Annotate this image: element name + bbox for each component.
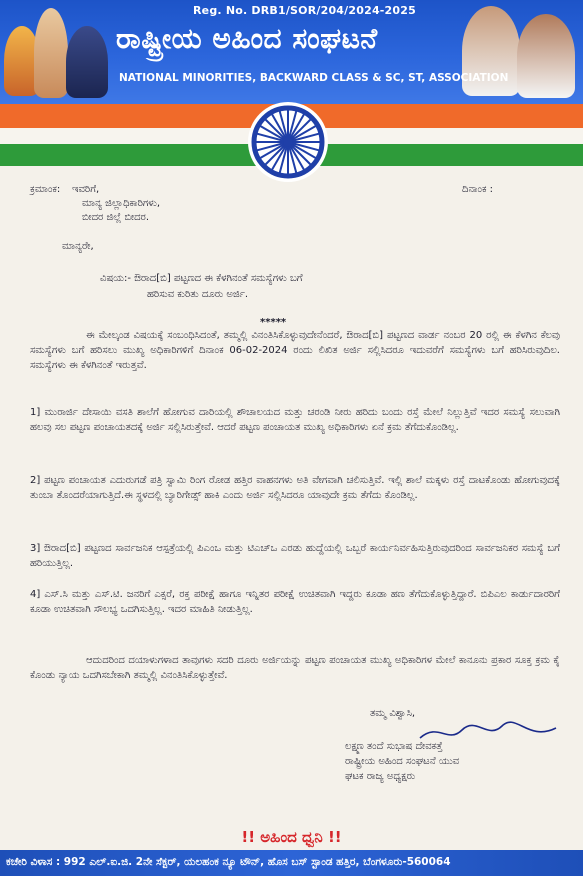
recipient-line-3: ಬೀದರ ಜಿಲ್ಲೆ ಬೀದರ.	[82, 212, 150, 223]
signer-name: ಲಕ್ಷ್ಮಣ ತಂದೆ ಸುಭಾಷ ದೇವಕತ್ತೆ	[345, 741, 443, 752]
date-label: ದಿನಾಂಕ :	[462, 184, 494, 195]
portrait-5	[517, 14, 575, 98]
issue-point-4: 4] ಎಸ್.ಸಿ ಮತ್ತು ಎಸ್.ಟಿ. ಜನರಿಗೆ ಎಕ್ಸರೆ, ರಕ್ತ ಪರೀಕ್ಷೆ ಹಾಗೂ ಇನ್ನಿತರ ಪರೀಕ್ಷೆ ಉಚಿತವಾಗಿ ಇದ್ದರು ಕೂಡಾ ಹಣ ತೆಗೆದುಕೊಳ್ಳುತ್ತಿದ್ದಾರೆ. ಬಿಪಿಎಲ ಕಾರ್ಡುದಾರರಿಗೆ ಕೂಡಾ ಉಚಿತವಾಗಿ ಸೌಲಭ್ಯ ಒದಗಿಸುತ್ತಿಲ್ಲ. ಇದರ ಮಾಹಿತಿ ನೀಡುತ್ತಿಲ್ಲ.	[30, 589, 560, 615]
issue-point-3: 3] ಔರಾದ[ಬಿ] ಪಟ್ಟಣದ ಸಾರ್ವಜನಿಕ ಆಸ್ಪತ್ರೆಯಲ್ಲಿ ಪಿಎಂಒ ಮತ್ತು ಟಿಎಚ್ಒ ಎರಡು ಹುದ್ದೆಯಲ್ಲಿ ಒಬ್ಬರೆ ಕಾರ್ಯನಿರ್ವಹಿಸುತ್ತಿರುವುದರಿಂದ ಸಾರ್ವಜನಿಕರ ಸಮಸ್ಯೆ ಬಗೆ ಹರಿಯುತ್ತಿಲ್ಲ.	[30, 543, 560, 569]
issue-point-1: 1] ಮುರಾರ್ಜಿ ದೇಸಾಯಿ ವಸತಿ ಶಾಲೆಗೆ ಹೋಗುವ ದಾರಿಯಲ್ಲಿ ಶೌಚಾಲಯದ ಮತ್ತು ಚರಂಡಿ ನೀರು ಹರಿದು ಬಂದು ರಸ್ತೆ ಮೇಲೆ ನಿಲ್ಲುತ್ತಿವೆ ಇದರ ಸಮಸ್ಯೆ ಸಲುವಾಗಿ ಹಲವು ಸಲ ಪಟ್ಟಣ ಪಂಚಾಯತದಕ್ಕೆ ಅರ್ಜಿ ಸಲ್ಲಿಸಿರುತ್ತೇವೆ. ಆದರೆ ಪಟ್ಟಣ ಪಂಚಾಯತ ಮುಖ್ಯ ಅಧಿಕಾರಿಗಳು ಏನೆ ಕ್ರಮ ತೆಗೆದುಕೊಂಡಿಲ್ಲ.	[30, 407, 560, 433]
signer-title-1: ರಾಷ್ಟ್ರೀಯ ಅಹಿಂದ ಸಂಘಟನೆ ಯುವ	[345, 756, 460, 767]
issue-point-2: 2] ಪಟ್ಟಣ ಪಂಚಾಯತ ಎದುರುಗಡೆ ಪತ್ರಿ ಸ್ವಾಮಿ ರಿಂಗ ರೋಡ ಹತ್ತಿರ ವಾಹನಗಳು ಅತಿ ವೇಗವಾಗಿ ಚಲಿಸುತ್ತಿವೆ. ಇಲ್ಲಿ ಶಾಲೆ ಮಕ್ಕಳು ರಸ್ತೆ ದಾಟಕೊಂಡು ಹೋಗುವುದಕ್ಕೆ ತುಂಬಾ ತೊಂದರೆಯಾಗುತ್ತಿದೆ.ಈ ಸ್ಥಳದಲ್ಲಿ ಬ್ಯಾರಿಗೇಡ್ಸ್ ಹಾಕಿ ಎಂದು ಅರ್ಜಿ ಸಲ್ಲಿಸಿದರೂ ಯಾವುದೇ ಕ್ರಮ ತೆಗೆದು ಕೊಂಡಿಲ್ಲ.	[30, 475, 560, 501]
closing-phrase: ತಮ್ಮ ವಿಶ್ವಾಸಿ,	[370, 708, 416, 719]
signer-title-2: ಘಟಕ ರಾಜ್ಯ ಅಧ್ಯಕ್ಷರು	[345, 771, 416, 782]
portrait-2	[34, 8, 68, 98]
salutation: ಮಾನ್ಯರೇ,	[62, 241, 94, 252]
office-address: ಕಚೇರಿ ವಿಳಾಸ : 992 ಎಲ್.ಐ.ಜಿ. 2ನೇ ಸೆಕ್ಟರ್, ಯಲಹಂಕ ನ್ಯೂ ಟೌನ್, ಹೊಸ ಬಸ್ ಸ್ಟಾಂಡ ಹತ್ತಿರ, ಬೆಂಗಳೂರು-560064	[6, 856, 451, 868]
portrait-3	[66, 26, 108, 98]
ashoka-chakra-icon	[246, 100, 330, 184]
slogan: !! ಅಹಿಂದ ಧ್ವನಿ !!	[241, 828, 342, 846]
conclusion-paragraph: ಆದುದರಿಂದ ದಯಾಳುಗಳಾದ ತಾವುಗಳು ಸದರಿ ದೂರು ಅರ್ಜಿಯನ್ನು ಪಟ್ಟಣ ಪಂಚಾಯತ ಮುಖ್ಯ ಅಧಿಕಾರಿಗಳ ಮೇಲೆ ಕಾನೂನು ಪ್ರಕಾರ ಸೂಕ್ತ ಕ್ರಮ ಕೈ ಕೊಂಡು ನ್ಯಾಯ ಒದಗಿಸಬೇಕಾಗಿ ತಮ್ಮಲ್ಲಿ ವಿನಂತಿಸಿಕೊಳ್ಳುತ್ತೇವೆ.	[30, 655, 560, 681]
separator-stars: *****	[260, 317, 287, 328]
letterhead-banner	[0, 0, 583, 104]
recipient-line-2: ಮಾನ್ಯ ಜಿಲ್ಲಾಧಿಕಾರಿಗಳು,	[82, 198, 161, 209]
subject-line-2: ಹರಿಸುವ ಕುರಿತು ದೂರು ಅರ್ಜಿ.	[147, 289, 249, 300]
intro-paragraph: ಈ ಮೇಲ್ಕಂಡ ವಿಷಯಕ್ಕೆ ಸಂಬಂಧಿಸಿದಂತೆ, ತಮ್ಮಲ್ಲಿ ವಿನಂತಿಸಿಕೊಳ್ಳುವುದೇನೆಂದರೆ, ಔರಾದ[ಬಿ] ಪಟ್ಟಣದ ವಾರ್ಡ ನಂಬರ 20 ರಲ್ಲಿ ಈ ಕೆಳಗಿನ ಕೆಲವು ಸಮಸ್ಯೆಗಳು ಬಗೆ ಹರಿಸಲು ಮುಖ್ಯ ಅಧಿಕಾರಿಗಳಿಗೆ ದಿನಾಂಕ 06-02-2024 ರಂದು ಲಿಖಿತ ಅರ್ಜಿ ಸಲ್ಲಿಸಿದರೂ ಇದುವರೆಗೆ ಸಮಸ್ಯೆಗಳು ಬಗೆ ಹರಿಸಿರುವುದಿಲ. ಸಮಸ್ಯೆಗಳು ಈ ಕೆಳಗಿನಂತೆ ಇರುತ್ತವೆ.	[30, 330, 560, 371]
subject-line-1: ವಿಷಯ:- ಔರಾದ[ಬಿ] ಪಟ್ಟಣದ ಈ ಕೆಳಗಿನಂತೆ ಸಮಸ್ಯೆಗಳು ಬಗೆ	[100, 273, 303, 284]
organization-name-kannada: ರಾಷ್ಟ್ರೀಯ ಅಹಿಂದ ಸಂಘಟನೆ	[116, 22, 378, 55]
recipient-line-1: ಇವರಿಗೆ,	[72, 184, 100, 195]
reference-label: ಕ್ರಮಾಂಕ:	[30, 184, 61, 195]
registration-number: Reg. No. DRB1/SOR/204/2024-2025	[193, 4, 416, 17]
organization-name-english: NATIONAL MINORITIES, BACKWARD CLASS & SC, ST, ASSOCIATION	[119, 72, 509, 84]
